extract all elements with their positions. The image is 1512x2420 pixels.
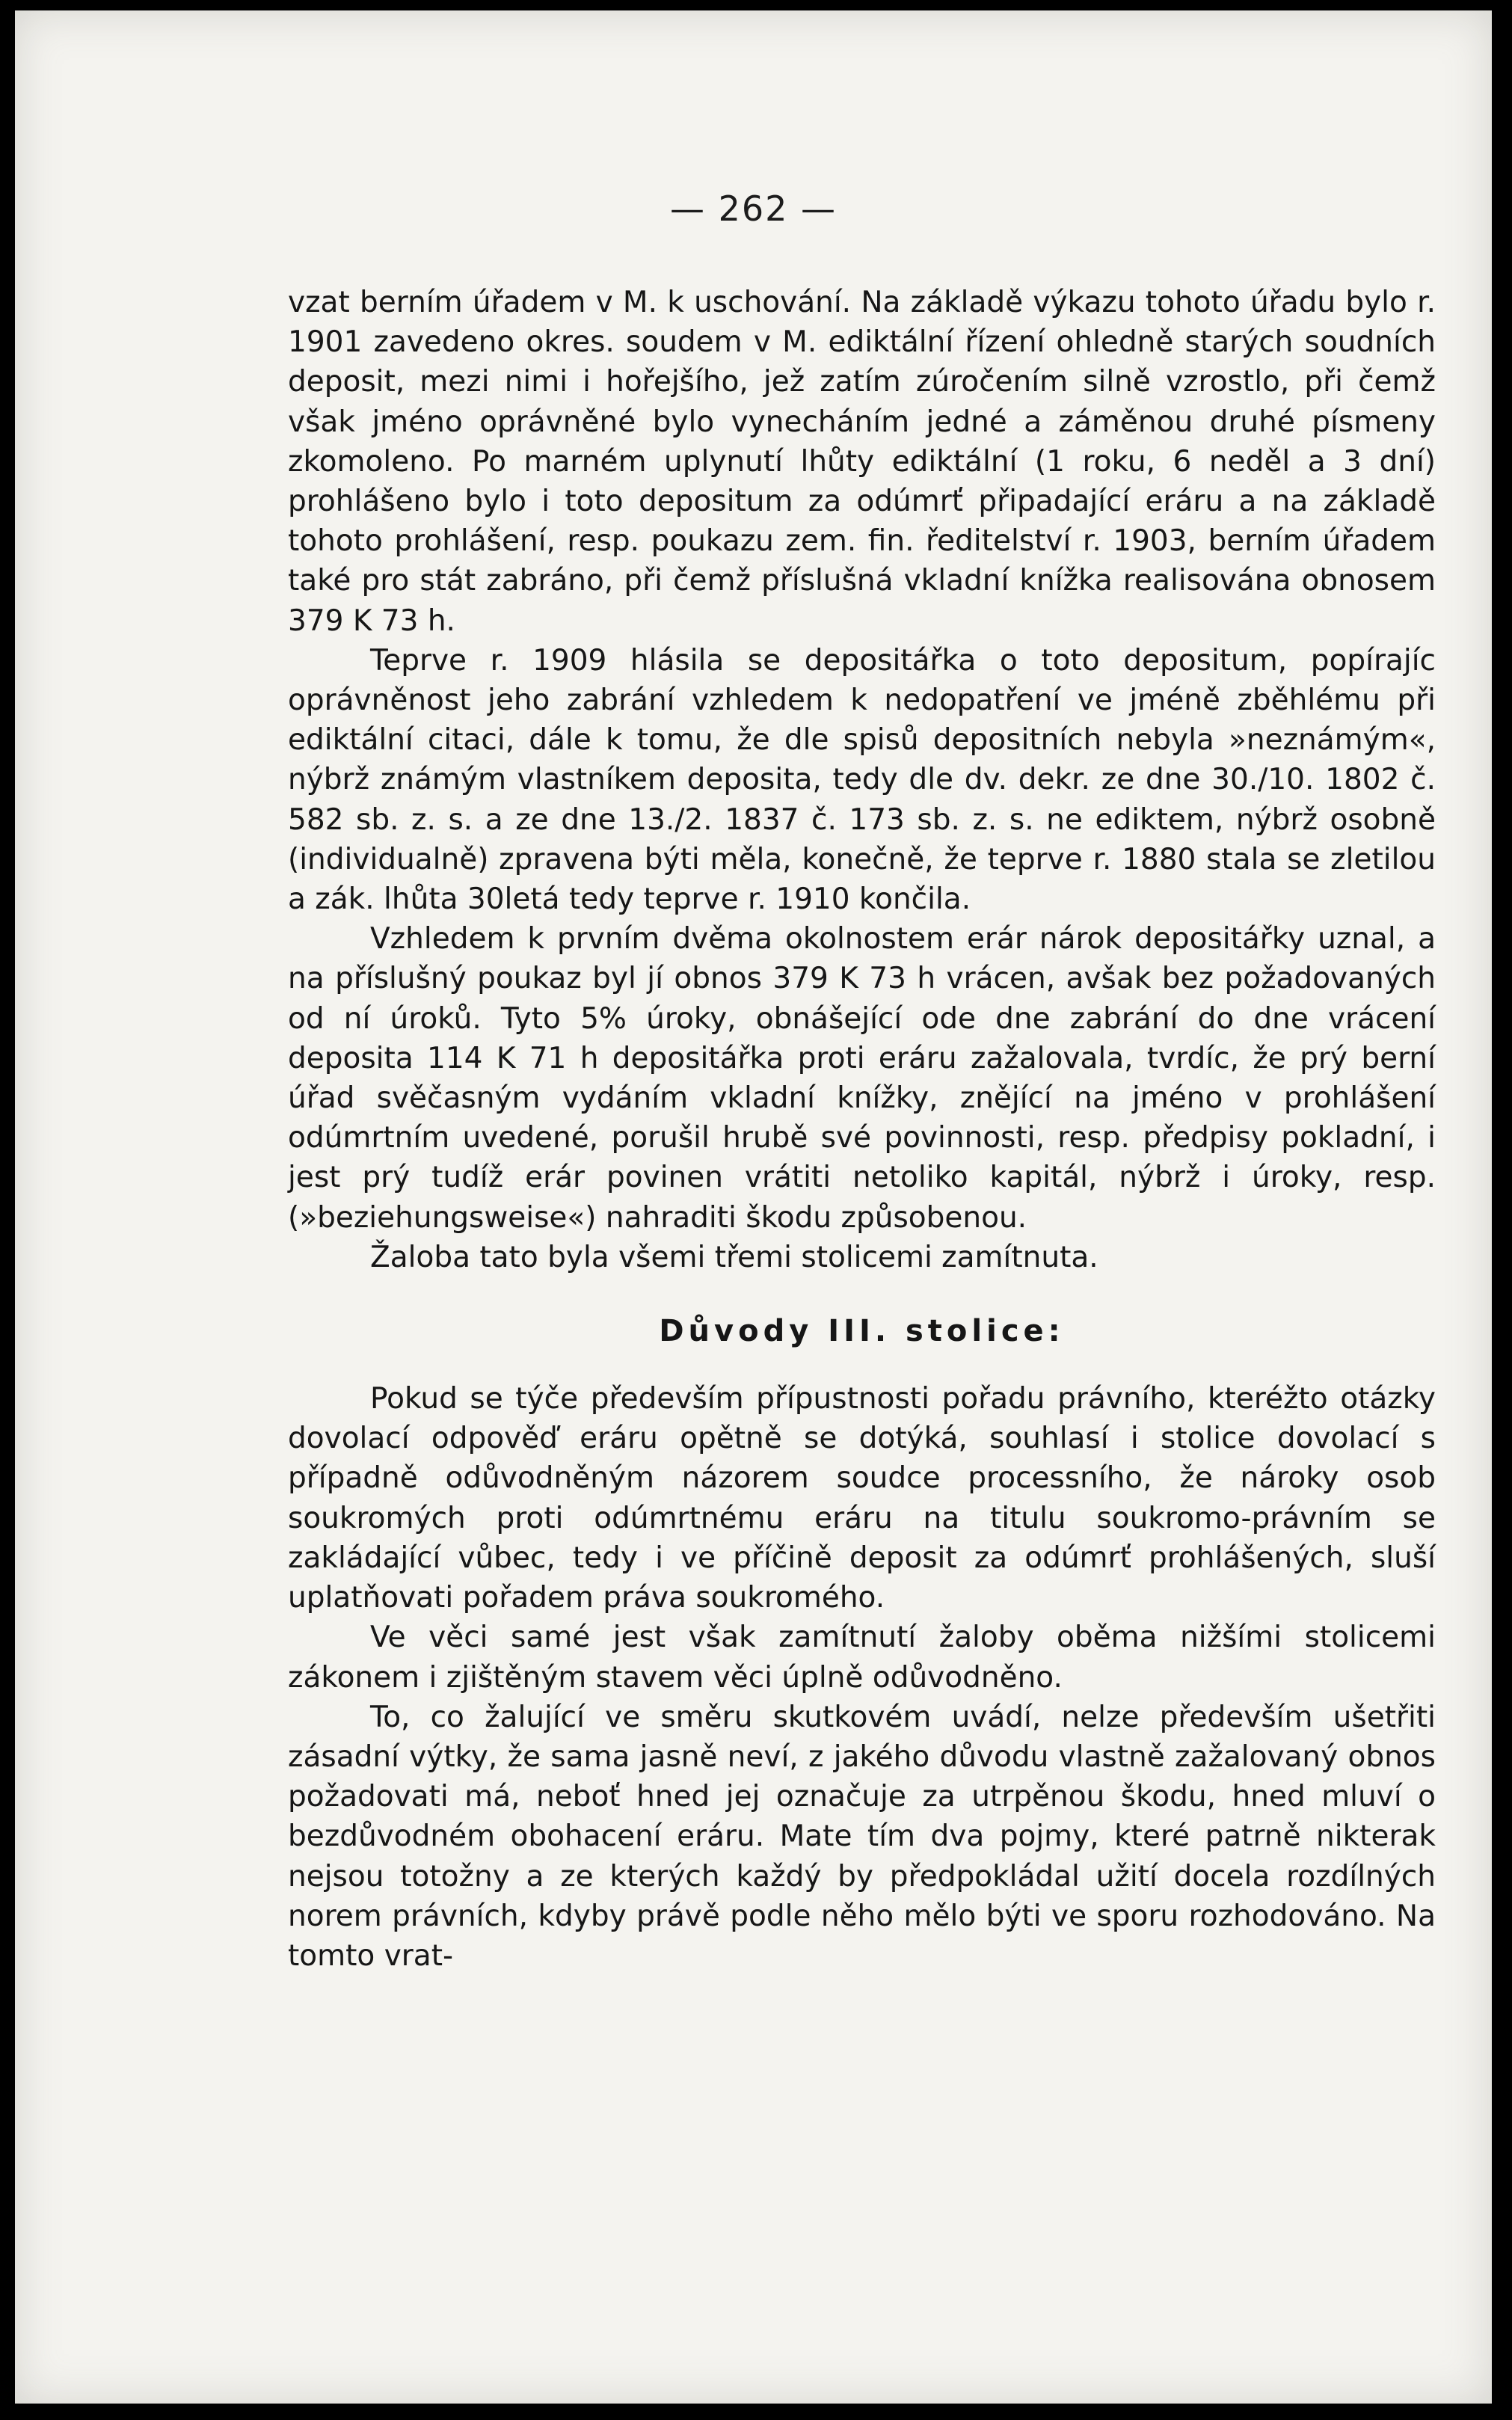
paragraph: Vzhledem k prvním dvěma okolnostem erár nárok depositářky uznal, a na příslušný poukaz byl jí obnos 379 K 73 h vrácen, avšak bez požadovaných od ní úroků. Tyto 5% úroky, obnášející ode dne zabrání do dne vrácení deposita 114 K 71 h depositářka proti eráru zažalovala, tvrdíc, že prý berní úřad svěčasným vydáním vkladní knížky, znějící na jméno v prohlášení odúmrtním uvedené, porušil hrubě své povinnosti, resp. předpisy pokladní, i jest prý tudíž erár povinen vrátiti netoliko kapitál, nýbrž i úroky, resp. (»beziehungsweise«) nahraditi škodu způsobenou. [288, 922, 1436, 1235]
paragraph: vzat berním úřadem v M. k uschování. Na základě výkazu tohoto úřadu bylo r. 1901 zavedeno okres. soudem v M. ediktální řízení ohledně starých soudních deposit, mezi nimi i hořejšího, jež zatím zúročením silně vzrostlo, při čemž však jméno oprávněné bylo vynecháním jedné a záměnou druhé písmeny zkomoleno. Po marném uplynutí lhůty ediktální (1 roku, 6 neděl a 3 dní) prohlášeno bylo i toto depositum za odúmrť připadající eráru a na základě tohoto prohlášení, resp. poukazu zem. fin. ředitelství r. 1903, berním úřadem také pro stát zabráno, při čemž příslušná vkladní knížka realisována obnosem 379 K 73 h. [288, 286, 1436, 638]
paragraph: To, co žalující ve směru skutkovém uvádí, nelze především ušetřiti zásadní výtky, že sama jasně neví, z jakého důvodu vlastně zažalovaný obnos požadovati má, neboť hned jej označuje za utrpěnou škodu, hned mluví o bezdůvodném obohacení eráru. Mate tím dva pojmy, které patrně nikterak nejsou totožny a ze kterých každý by předpokládal užití docela rozdílných norem právních, kdyby právě podle něho mělo býti ve sporu rozhodováno. Na tomto vrat- [288, 1700, 1436, 1973]
paragraph: Žaloba tato byla všemi třemi stolicemi zamítnuta. [370, 1240, 1098, 1274]
page-number: — 262 — [669, 188, 838, 229]
paragraph: Ve věci samé jest však zamítnutí žaloby oběma nižšími stolicemi zákonem i zjištěným stavem věci úplně odůvodněno. [288, 1621, 1436, 1695]
page [15, 10, 1492, 2404]
body-text [288, 283, 1436, 1976]
paragraph: Pokud se týče především přípustnosti pořadu právního, kteréžto otázky dovolací odpověď eráru opětně se dotýká, souhlasí i stolice dovolací s případně odůvodněným názorem soudce processního, že nároky osob soukromých proti odúmrtnému eráru na titulu soukromo-právním se zakládající vůbec, tedy i ve příčině deposit za odúmrť prohlášených, sluší uplatňovati pořadem práva soukromého. [288, 1382, 1436, 1615]
section-heading: Důvody III. stolice: [659, 1314, 1065, 1349]
paragraph: Teprve r. 1909 hlásila se depositářka o toto depositum, popírajíc oprávněnost jeho zabrání vzhledem k nedopatření ve jméně zběhlému při ediktální citaci, dále k tomu, že dle spisů depositních nebyla »neznámým«, nýbrž známým vlastníkem deposita, tedy dle dv. dekr. ze dne 30./10. 1802 č. 582 sb. z. s. a ze dne 13./2. 1837 č. 173 sb. z. s. ne ediktem, nýbrž osobně (individualně) zpravena býti měla, konečně, že teprve r. 1880 stala se zletilou a zák. lhůta 30letá tedy teprve r. 1910 končila. [288, 643, 1436, 917]
